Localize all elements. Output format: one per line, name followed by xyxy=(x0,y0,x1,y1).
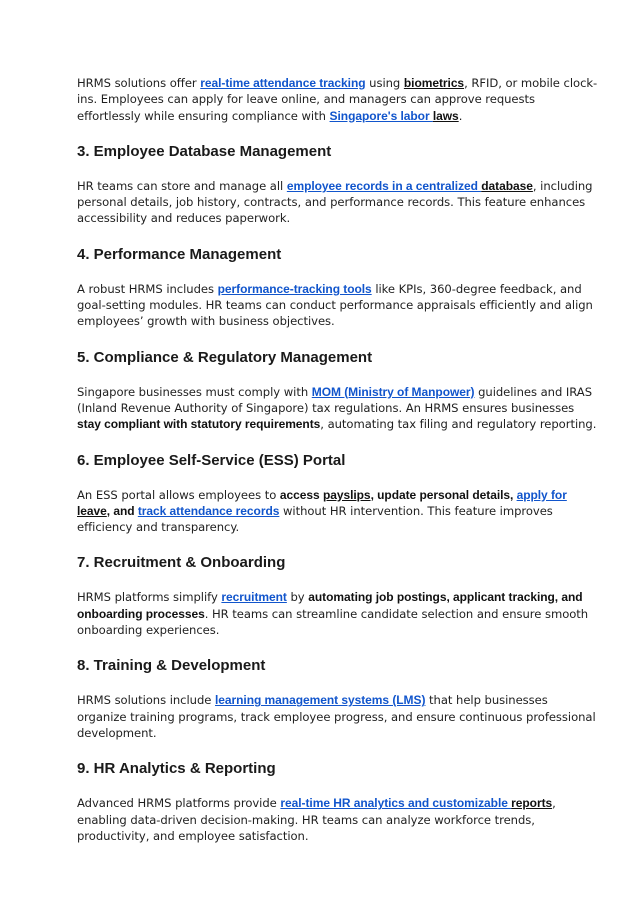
link-lms[interactable]: learning management systems (LMS) xyxy=(215,693,426,708)
text: guidelines and IRAS (Inland Revenue Authority of Singapore) tax regulations. An HRMS ensures businesses xyxy=(77,384,593,415)
heading-recruitment-onboarding: 7. Recruitment & Onboarding xyxy=(77,554,286,572)
text: HRMS platforms simplify xyxy=(77,590,222,605)
paragraph-performance xyxy=(77,281,598,330)
link-performance-tracking-tools[interactable]: performance-tracking tools xyxy=(217,281,372,296)
bold-access: access xyxy=(279,487,323,502)
text: using xyxy=(365,76,404,90)
text: , RFID, or mobile clock-ins. Employees can apply for leave online, and managers can approve requests effortlessly while ensuring compliance with xyxy=(77,76,598,123)
text: , including personal details, job history, contracts, and performance records. This feature enhances accessibility and reduces paperwork. xyxy=(77,178,593,226)
text: A robust HRMS includes xyxy=(77,281,218,296)
text: . xyxy=(458,108,463,123)
link-employee-records[interactable]: employee records in a centralized xyxy=(286,178,482,193)
bold-payslips: payslips xyxy=(322,487,371,502)
heading-performance-management: 4. Performance Management xyxy=(77,245,282,263)
link-mom[interactable]: MOM (Ministry of Manpower) xyxy=(311,384,475,399)
heading-training-development: 8. Training & Development xyxy=(77,657,266,675)
text: An ESS portal allows employees to xyxy=(77,487,280,502)
text: , automating tax filing and regulatory reporting. xyxy=(320,417,597,432)
heading-hr-analytics: 9. HR Analytics & Reporting xyxy=(77,760,276,778)
link-apply-for[interactable]: apply for xyxy=(516,487,567,502)
paragraph-recruitment xyxy=(77,589,598,638)
link-real-time-attendance-tracking[interactable]: real-time attendance tracking xyxy=(200,76,366,90)
paragraph-ess xyxy=(77,487,598,536)
heading-employee-database-management: 3. Employee Database Management xyxy=(77,142,332,160)
paragraph-analytics xyxy=(77,795,598,844)
text: HRMS solutions include xyxy=(77,693,215,708)
heading-ess-portal: 6. Employee Self-Service (ESS) Portal xyxy=(77,451,346,469)
bold-reports: reports xyxy=(511,796,553,811)
text: HRMS solutions offer xyxy=(77,76,201,90)
text: , enabling data-driven decision-making. HR teams can analyze workforce trends, productivity, and employee satisfaction. xyxy=(77,796,556,843)
paragraph-training xyxy=(77,692,598,741)
text: Advanced HRMS platforms provide xyxy=(77,796,281,811)
heading-compliance-regulatory: 5. Compliance & Regulatory Management xyxy=(77,348,373,366)
text: Singapore businesses must comply with xyxy=(77,384,312,399)
bold-laws: laws xyxy=(432,108,459,123)
bold-automating-job-postings: automating job postings, applicant tracking, and onboarding processes xyxy=(77,590,583,621)
bold-biometrics: biometrics xyxy=(403,76,465,90)
text: HR teams can store and manage all xyxy=(77,178,287,193)
link-hr-analytics[interactable]: real-time HR analytics and customizable xyxy=(280,796,512,811)
bold-and: , and xyxy=(106,503,138,518)
bold-database: database xyxy=(481,178,533,193)
paragraph-employee-database xyxy=(77,178,598,227)
bold-leave: leave xyxy=(77,503,107,518)
link-singapore-labor-laws[interactable]: Singapore's labor xyxy=(329,108,433,123)
intro-paragraph xyxy=(77,75,598,124)
text: by xyxy=(286,590,309,605)
paragraph-compliance xyxy=(77,384,598,433)
text: . HR teams can streamline candidate selection and ensure smooth onboarding experiences. xyxy=(77,606,589,638)
link-recruitment[interactable]: recruitment xyxy=(221,590,287,605)
bold-update-details: , update personal details, xyxy=(370,487,517,502)
text: that help businesses organize training programs, track employee progress, and ensure continuous professional development. xyxy=(77,693,596,740)
link-track-attendance-records[interactable]: track attendance records xyxy=(137,503,280,518)
text: without HR intervention. This feature improves efficiency and transparency. xyxy=(77,503,553,535)
text: like KPIs, 360-degree feedback, and goal-setting modules. HR teams can conduct performance appraisals efficiently and align employees’ growth with business objectives. xyxy=(77,281,593,329)
bold-stay-compliant: stay compliant with statutory requirements xyxy=(77,417,321,432)
